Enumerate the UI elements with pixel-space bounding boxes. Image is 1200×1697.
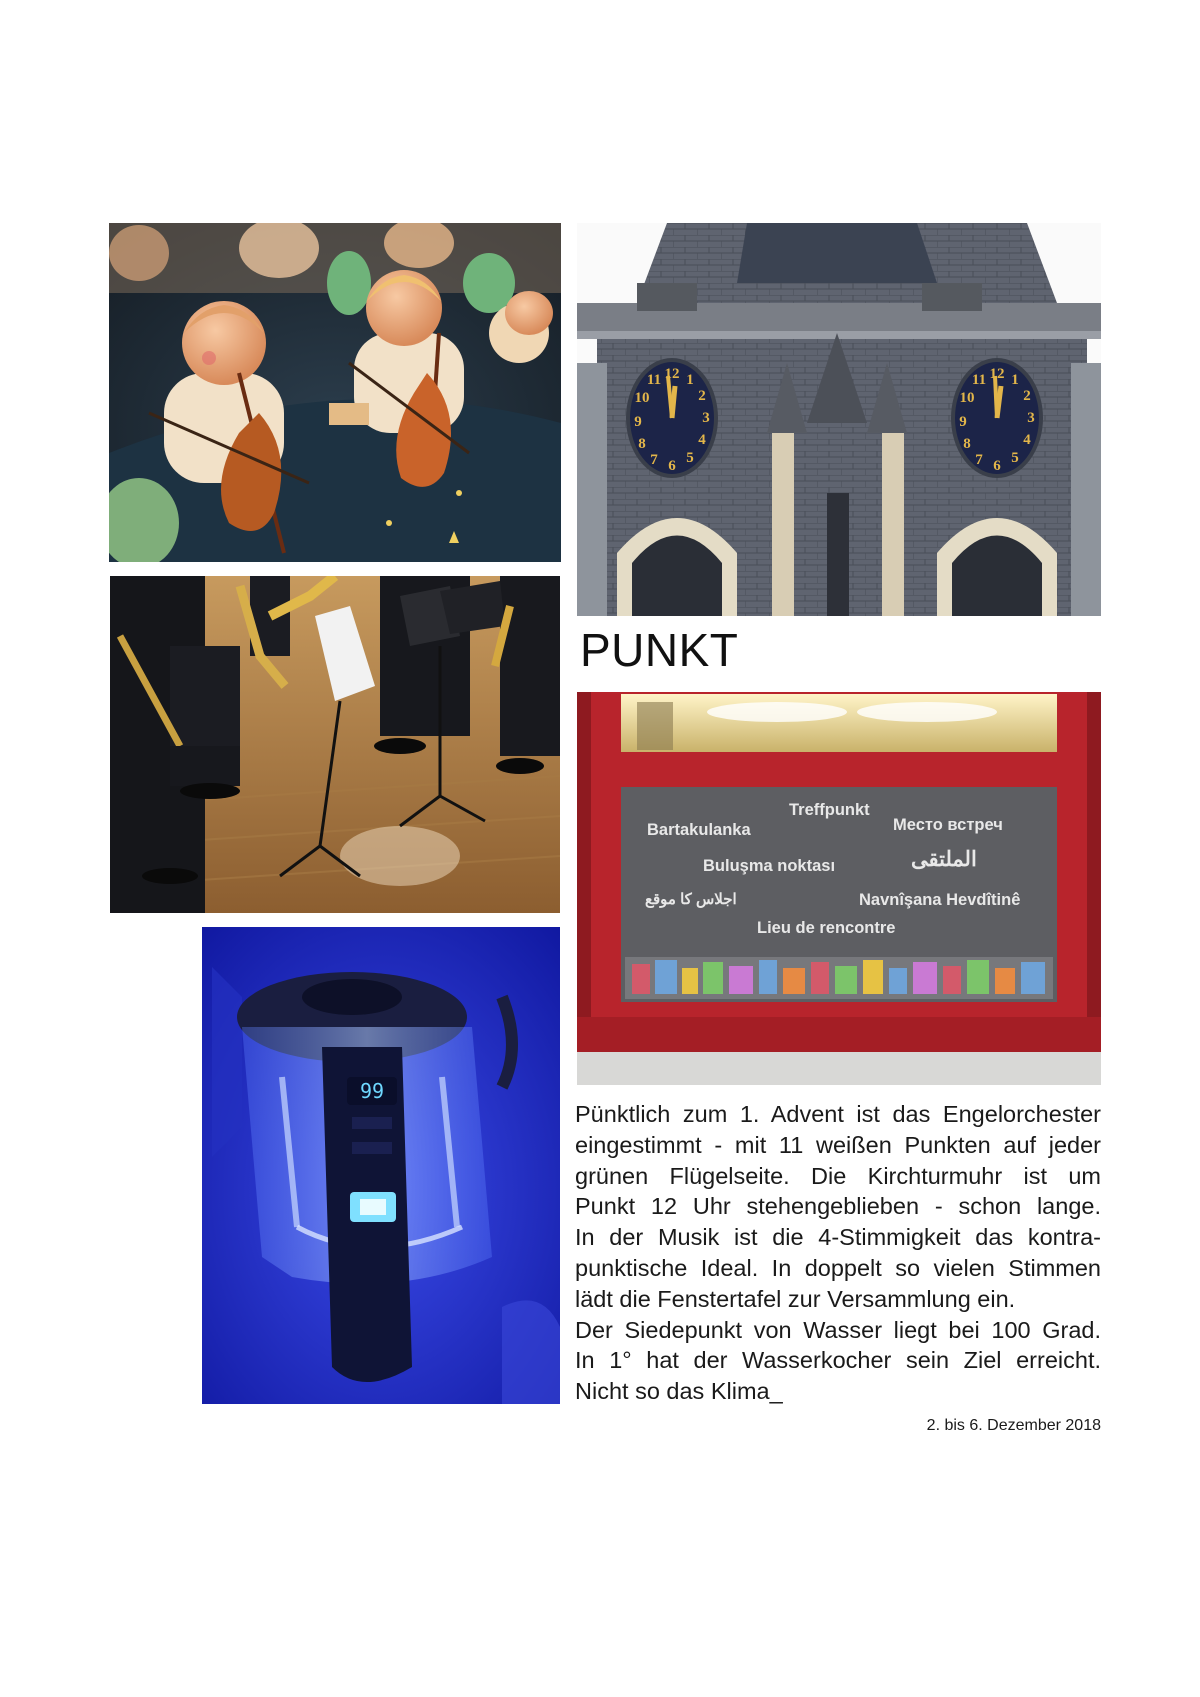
clock-numeral: 6 [993,458,1001,474]
body-line: Pünktlich zum 1. Advent ist das Engelorchester [575,1101,1101,1127]
clock-numeral: 3 [1027,410,1035,426]
clock-numeral: 1 [1011,372,1019,388]
clock-numeral: 8 [963,436,971,452]
sign-phrase: اجلاس کا موقع [645,891,737,908]
sign-phrase: الملتقى [911,848,977,871]
sign-phrase: Navnîşana Hevdîtinê [859,891,1021,909]
clock-numeral: 8 [638,436,646,452]
clock-numeral: 5 [1011,450,1019,466]
sign-phrase: Treffpunkt [789,801,870,819]
photo-angel-orchestra [109,223,561,562]
body-line: punktische Ideal. In doppelt so vielen Stimmen [575,1254,1101,1281]
sign-phrase: Lieu de rencontre [757,919,896,937]
clock-numeral: 2 [1023,388,1031,404]
kettle-temperature-display: 99 [359,1079,385,1103]
photo-saxophone-ensemble [110,576,560,913]
clock-numeral: 7 [650,452,658,468]
body-line: In der Musik ist die 4-Stimmigkeit das kontra- [575,1224,1101,1251]
body-line: Punkt 12 Uhr stehengeblieben - schon lange. [575,1193,1101,1220]
clock-numeral: 4 [1023,432,1031,448]
clock-numeral: 9 [634,414,642,430]
clock-numeral: 10 [959,390,975,406]
clock-numeral: 1 [686,372,694,388]
clock-numeral: 11 [971,372,987,388]
article-body [575,1099,1101,1407]
body-line: In 1° hat der Wasserkocher sein Ziel erreicht. [575,1347,1101,1374]
clock-numeral: 4 [698,432,706,448]
clock-numeral: 12 [664,366,680,382]
clock-numeral: 3 [702,410,710,426]
body-line: Nicht so das Klima_ [575,1378,783,1405]
clock-numeral: 11 [646,372,662,388]
clock-numeral: 7 [975,452,983,468]
event-date: 2. bis 6. Dezember 2018 [926,1417,1101,1434]
photo-water-kettle [202,927,560,1404]
clock-numeral: 2 [698,388,706,404]
sign-phrase: Buluşma noktası [703,857,836,875]
clock-numeral: 6 [668,458,676,474]
body-line: lädt die Fenstertafel zur Versammlung ein. [575,1285,1016,1312]
clock-numeral: 5 [686,450,694,466]
body-line: eingestimmt - mit 11 weißen Punkten auf jeder [575,1131,1101,1158]
clock-numeral: 10 [634,390,650,406]
clock-numeral: 9 [959,414,967,430]
clock-numeral: 12 [989,366,1005,382]
body-line: Der Siedepunkt von Wasser liegt bei 100 Grad. [575,1316,1101,1343]
sign-phrase: Место встреч [893,816,1003,834]
sign-phrase: Bartakulanka [647,821,751,839]
body-line: grünen Flügelseite. Die Kirchturmuhr ist um [575,1162,1101,1189]
photo-window-sign [577,692,1101,1085]
page-title: PUNKT [580,624,739,676]
photo-church-tower [577,223,1101,616]
